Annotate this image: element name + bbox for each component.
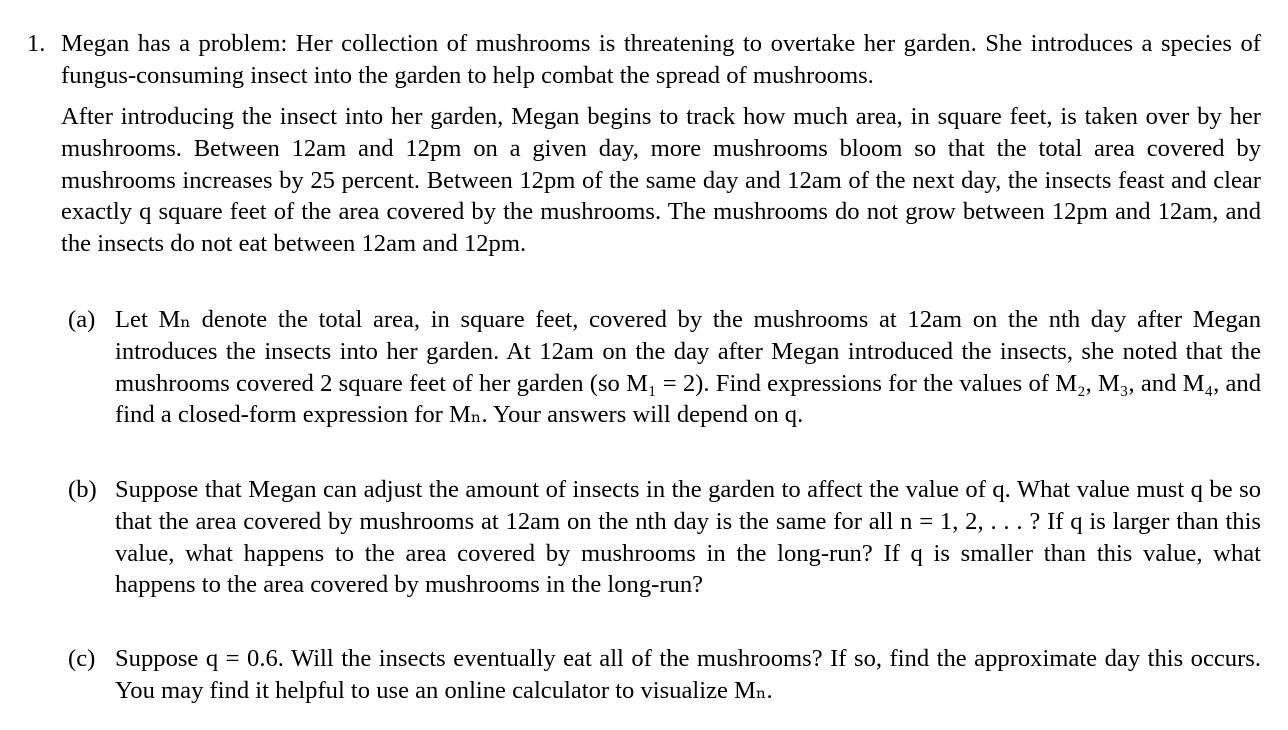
problem-number: 1. bbox=[27, 30, 46, 57]
problem-intro: Megan has a problem: Her collection of mushrooms is threatening to overtake her garden. She introduces a species of fungus-consuming insect into the garden to help combat the spread of mushrooms. bbox=[61, 30, 1261, 89]
part-b-text: Suppose that Megan can adjust the amount of insects in the garden to affect the value of q. What value must q be so that the area covered by mushrooms at 12am on the nth day is the same for all n = 1, 2, . . . ? If q is larger than this value, what happens to the area covered by mushrooms in the long-run? If q is smaller than this value, what happens to the area covered by mushrooms in the long-run? bbox=[115, 476, 1261, 599]
problem-paragraph: After introducing the insect into her garden, Megan begins to track how much area, in square feet, is taken over by her mushrooms. Between 12am and 12pm on a given day, more mushrooms bloom so that the total area covered by mushrooms increases by 25 percent. Between 12pm of the same day and 12am of the next day, the insects feast and clear exactly q square feet of the area covered by the mushrooms. The mushrooms do not grow between 12pm and 12am, and the insects do not eat between 12am and 12pm. bbox=[61, 103, 1261, 258]
part-b-label: (b) bbox=[68, 476, 97, 503]
part-c-text: Suppose q = 0.6. Will the insects eventually eat all of the mushrooms? If so, find the approximate day this occurs. You may find it helpful to use an online calculator to visualize Mₙ. bbox=[115, 645, 1261, 704]
part-a-label: (a) bbox=[68, 306, 96, 333]
part-a-text: Let Mₙ denote the total area, in square feet, covered by the mushrooms at 12am on the nth day after Megan introduces the insects into her garden. At 12am on the day after Megan introduced the insects, she noted that the mushrooms covered 2 square feet of her garden (so M₁ = 2). Find expressions for the values of M₂, M₃, and M₄, and find a closed-form expression for Mₙ. Your answers will depend on q. bbox=[115, 306, 1261, 429]
part-c-label: (c) bbox=[68, 645, 96, 672]
